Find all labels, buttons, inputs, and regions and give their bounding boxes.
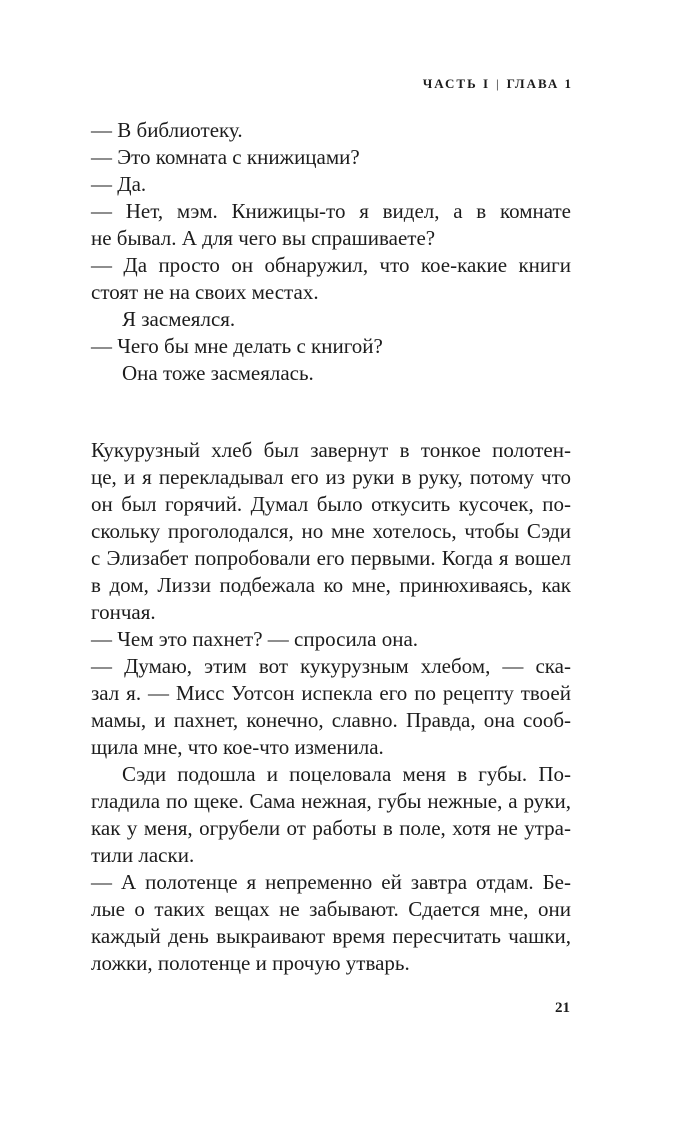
text-line: гончая. — [91, 600, 156, 624]
text-line: мамы, и пахнет, конечно, славно. Правда, она сооб- — [91, 708, 571, 732]
part-label: ЧАСТЬ I — [422, 76, 491, 91]
text-line: гладила по щеке. Сама нежная, губы нежные, а руки, — [91, 789, 571, 813]
text-line: Я засмеялся. — [122, 307, 236, 331]
text-line: лые о таких вещах не забывают. Сдается мне, они — [91, 897, 571, 921]
text-line: — Чем это пахнет? — спросила она. — [91, 627, 419, 651]
text-line: зал я. — Мисс Уотсон испекла его по рецепту твоей — [91, 681, 571, 705]
text-line: — Да просто он обнаружил, что кое-какие книги — [91, 253, 571, 277]
text-line: в дом, Лиззи подбежала ко мне, принюхиваясь, как — [91, 573, 571, 597]
text-line: Она тоже засмеялась. — [122, 361, 314, 385]
text-line: — Нет, мэм. Книжицы-то я видел, а в комнате — [91, 199, 571, 223]
text-line: ложки, полотенце и прочую утварь. — [91, 951, 410, 975]
text-line: стоят не на своих местах. — [91, 280, 319, 304]
text-line: не бывал. А для чего вы спрашиваете? — [91, 226, 436, 250]
text-line: Кукурузный хлеб был завернут в тонкое полотен- — [91, 438, 571, 462]
text-line: — Да. — [91, 172, 147, 196]
text-line: с Элизабет попробовали его первыми. Когда я вошел — [91, 546, 571, 570]
running-header — [423, 76, 573, 92]
text-line: — А полотенце я непременно ей завтра отдам. Бе- — [91, 870, 571, 894]
text-line: он был горячий. Думал было откусить кусочек, по- — [91, 492, 571, 516]
text-line: как у меня, огрубели от работы в поле, хотя не утра- — [91, 816, 571, 840]
text-line: щила мне, что кое-что изменила. — [91, 735, 384, 759]
text-line: — Чего бы мне делать с книгой? — [91, 334, 383, 358]
header-separator: | — [496, 76, 501, 91]
text-line: — Это комната с книжицами? — [91, 145, 360, 169]
text-line: Сэди подошла и поцеловала меня в губы. По- — [122, 762, 571, 786]
page-number: 21 — [555, 1000, 570, 1016]
text-line: — В библиотеку. — [91, 118, 243, 142]
text-line: каждый день выкраивают время пересчитать чашки, — [91, 924, 571, 948]
text-line: скольку проголодался, но мне хотелось, чтобы Сэди — [91, 519, 571, 543]
text-line: — Думаю, этим вот кукурузным хлебом, — ска- — [91, 654, 571, 678]
text-line: це, и я перекладывал его из руки в руку, потому что — [91, 465, 571, 489]
text-line: тили ласки. — [91, 843, 195, 867]
chapter-label: ГЛАВА 1 — [506, 76, 573, 91]
